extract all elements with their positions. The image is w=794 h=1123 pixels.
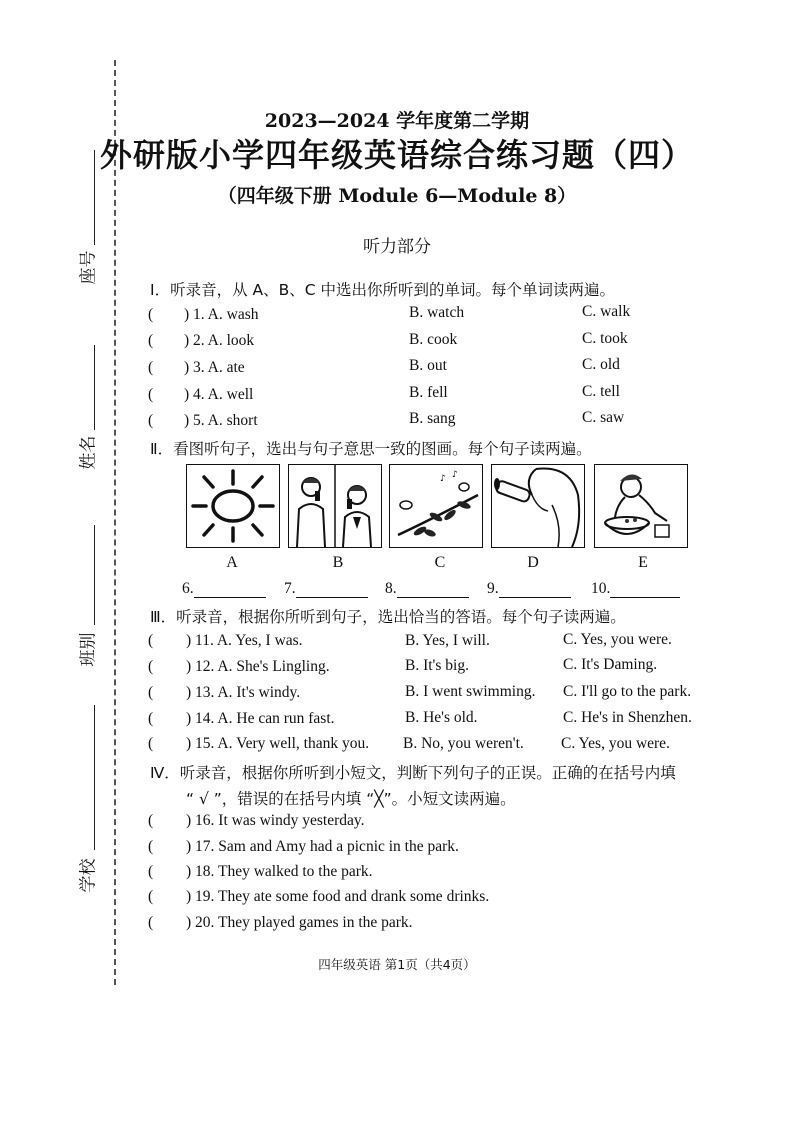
- picture-c-label: C: [434, 554, 446, 571]
- class-label: 班别: [78, 632, 99, 667]
- blank-number: 8.: [385, 580, 397, 597]
- picture-b: [288, 464, 382, 548]
- answer-blank-7[interactable]: [284, 580, 368, 598]
- question-option-c: C. tell: [582, 383, 620, 400]
- answer-paren[interactable]: (: [148, 658, 154, 675]
- statement-text: ) 19. They ate some food and drank some drinks.: [186, 888, 490, 905]
- class-line: [94, 525, 95, 625]
- school-field[interactable]: [66, 705, 106, 895]
- question-option-c: C. saw: [582, 409, 625, 426]
- question-option-b: B. He's old.: [405, 709, 478, 726]
- question-option-b: B. Yes, I will.: [405, 632, 490, 649]
- class-field[interactable]: [66, 525, 106, 675]
- question-option-a: ) 3. A. ate: [184, 359, 245, 376]
- question-option-c: C. Yes, you were.: [563, 631, 672, 648]
- question-option-a: ) 2. A. look: [184, 332, 255, 349]
- answer-blank-6[interactable]: [182, 580, 266, 598]
- question-option-b: B. No, you weren't.: [403, 735, 524, 752]
- answer-paren[interactable]: (: [148, 412, 154, 429]
- answer-paren[interactable]: (: [148, 632, 154, 649]
- question-option-a: ) 13. A. It's windy.: [186, 684, 301, 701]
- answer-blank-9[interactable]: [487, 580, 571, 598]
- blank-number: 6.: [182, 580, 194, 597]
- question-option-a: ) 14. A. He can run fast.: [186, 710, 335, 727]
- statement-text: ) 18. They walked to the park.: [186, 863, 373, 880]
- question-option-c: C. walk: [582, 303, 631, 320]
- blank-line[interactable]: [397, 583, 469, 598]
- question-option-b: B. I went swimming.: [405, 683, 536, 700]
- question-option-c: C. took: [582, 330, 628, 347]
- two-men-phone-icon: [289, 465, 381, 547]
- answer-blank-10[interactable]: [591, 580, 680, 598]
- girl-drinking-icon: [492, 465, 584, 547]
- section1-heading: Ⅰ．听录音，从 A、B、C 中选出你所听到的单词。每个单词读两遍。: [150, 281, 615, 299]
- answer-paren[interactable]: (: [148, 812, 154, 829]
- blank-number: 9.: [487, 580, 499, 597]
- picture-d-label: D: [527, 554, 539, 571]
- picture-a: [186, 464, 280, 548]
- answer-paren[interactable]: (: [148, 306, 154, 323]
- name-label: 姓名: [78, 435, 99, 470]
- answer-paren[interactable]: (: [148, 735, 154, 752]
- question-option-c: C. He's in Shenzhen.: [563, 709, 692, 726]
- blank-number: 10.: [591, 580, 611, 597]
- picture-e: [594, 464, 688, 548]
- answer-blank-8[interactable]: [385, 580, 469, 598]
- picture-b-label: B: [332, 554, 344, 571]
- statement-text: ) 20. They played games in the park.: [186, 914, 413, 931]
- question-option-b: B. It's big.: [405, 657, 469, 674]
- blank-line[interactable]: [499, 583, 571, 598]
- answer-paren[interactable]: (: [148, 359, 154, 376]
- answer-paren[interactable]: (: [148, 838, 154, 855]
- question-option-c: C. Yes, you were.: [561, 735, 670, 752]
- answer-paren[interactable]: (: [148, 386, 154, 403]
- question-option-c: C. old: [582, 356, 620, 373]
- question-option-b: B. cook: [409, 331, 458, 348]
- blank-line[interactable]: [296, 583, 368, 598]
- question-option-a: ) 4. A. well: [184, 386, 254, 403]
- question-option-b: B. sang: [409, 410, 456, 427]
- question-option-b: B. fell: [409, 384, 448, 401]
- question-option-b: B. out: [409, 357, 447, 374]
- picture-a-label: A: [226, 554, 238, 571]
- answer-paren[interactable]: (: [148, 710, 154, 727]
- question-option-b: B. watch: [409, 304, 465, 321]
- statement-text: ) 17. Sam and Amy had a picnic in the park.: [186, 838, 459, 855]
- picture-e-label: E: [638, 554, 648, 571]
- svg-text:♪: ♪: [452, 470, 458, 480]
- answer-paren[interactable]: (: [148, 332, 154, 349]
- question-option-a: ) 5. A. short: [184, 412, 258, 429]
- name-field[interactable]: [66, 345, 106, 475]
- statement-text: ) 16. It was windy yesterday.: [186, 812, 365, 829]
- seat-number-label: 座号: [78, 250, 99, 285]
- question-option-c: C. It's Daming.: [563, 656, 658, 673]
- svg-text:♪: ♪: [440, 474, 446, 484]
- question-option-a: ) 12. A. She's Lingling.: [186, 658, 330, 675]
- question-option-c: C. I'll go to the park.: [563, 683, 692, 700]
- boy-washing-icon: [595, 465, 687, 547]
- school-label: 学校: [78, 858, 99, 893]
- part-heading: 听力部分: [363, 237, 431, 257]
- blank-line[interactable]: [610, 583, 680, 598]
- section3-heading: Ⅲ．听录音，根据你所听到句子，选出恰当的答语。每个句子读两遍。: [150, 608, 626, 626]
- school-year: 2023—2024 学年度第二学期: [264, 110, 530, 132]
- answer-paren[interactable]: (: [148, 684, 154, 701]
- school-line: [94, 705, 95, 850]
- section4-heading-line1: Ⅳ．听录音，根据你所听到小短文，判断下列句子的正误。正确的在括号内填: [150, 764, 676, 782]
- birds-on-branch-icon: [390, 465, 482, 547]
- section4-heading-line2: “ √ ”，错误的在括号内填 “╳”。小短文读两遍。: [186, 790, 516, 808]
- name-line: [94, 345, 95, 430]
- question-option-a: ) 15. A. Very well, thank you.: [186, 735, 370, 752]
- section2-heading: Ⅱ．看图听句子，选出与句子意思一致的图画。每个句子读两遍。: [150, 440, 592, 458]
- answer-paren[interactable]: (: [148, 888, 154, 905]
- blank-number: 7.: [284, 580, 296, 597]
- sun-icon: [187, 465, 279, 547]
- question-option-a: ) 11. A. Yes, I was.: [186, 632, 303, 649]
- page-title: 外研版小学四年级英语综合练习题（四）: [99, 136, 694, 174]
- answer-paren[interactable]: (: [148, 914, 154, 931]
- blank-line[interactable]: [194, 583, 266, 598]
- picture-c: [389, 464, 483, 548]
- page-footer: 四年级英语 第1页（共4页）: [318, 957, 476, 972]
- answer-paren[interactable]: (: [148, 863, 154, 880]
- question-option-a: ) 1. A. wash: [184, 306, 259, 323]
- page-subtitle: （四年级下册 Module 6—Module 8）: [217, 185, 577, 207]
- picture-d: [491, 464, 585, 548]
